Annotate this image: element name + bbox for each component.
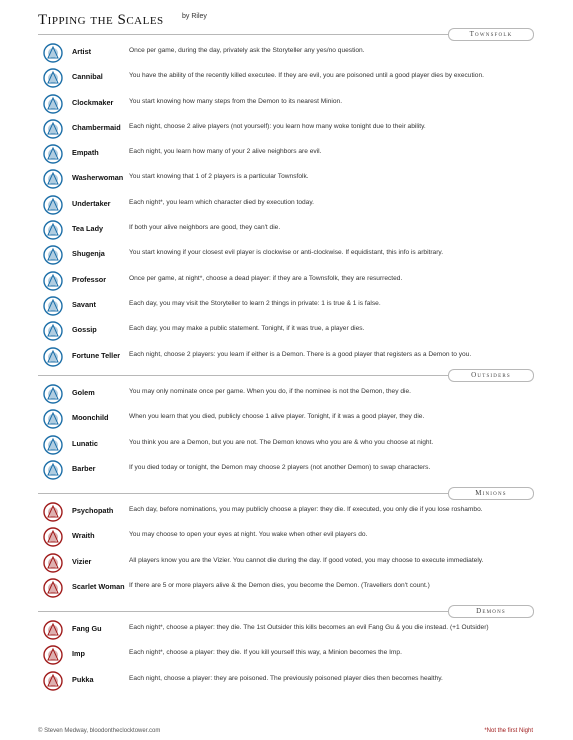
role-name: Washerwoman (72, 173, 124, 183)
role-name: Artist (72, 47, 92, 56)
gossip-icon (42, 320, 64, 342)
role-ability: If you died today or tonight, the Demon may choose 2 players (not another Demon) to swap characters. (129, 463, 431, 471)
role-ability: You may only nominate once per game. When you do, if the nominee is not the Demon, they die. (129, 388, 411, 395)
role-ability: You start knowing if your closest evil player is clockwise or anti-clockwise. If equidistant, this info is arbitrary. (129, 249, 444, 257)
role-row (38, 432, 534, 457)
role-name: Barber (72, 463, 96, 473)
role-name: Gossip (72, 325, 97, 335)
role-ability: If both your alive neighbors are good, they can't die. (129, 224, 281, 232)
role-row (38, 499, 534, 524)
section-label: Outsiders (448, 369, 534, 382)
clockmaker-icon (42, 93, 64, 115)
role-row (38, 406, 534, 431)
psychopath-icon (42, 501, 64, 523)
role-row (38, 65, 534, 90)
role-row (38, 550, 534, 575)
role-ability: Each night*, choose a player: they die. The 1st Outsider this kills becomes an evil Fang Gu & you die instead. (+1 Outsider) (129, 624, 489, 631)
barber-icon (42, 459, 64, 481)
vizier-icon (42, 552, 64, 574)
role-row (38, 40, 534, 65)
role-ability: When you learn that you died, publicly choose 1 alive player. Tonight, if it was a good player, they die. (129, 413, 425, 421)
role-ability: Each night, you learn how many of your 2 alive neighbors are evil. (129, 148, 322, 156)
section-header (38, 605, 534, 617)
role-ability: Each day, you may make a public statement. Tonight, if it was true, a player dies. (129, 325, 365, 333)
role-row (38, 91, 534, 116)
role-ability: You start knowing that 1 of 2 players is a particular Townsfolk. (129, 173, 309, 181)
footer-credit: © Steven Medway, bloodontheclocktower.com (38, 728, 161, 734)
role-row (38, 192, 534, 217)
role-name: Scarlet Woman (72, 581, 125, 591)
pukka-icon (42, 670, 64, 692)
role-name: Tea Lady (72, 224, 104, 234)
role-row (38, 293, 534, 318)
role-name: Savant (72, 299, 96, 309)
fortune-teller-icon (42, 346, 64, 368)
role-row (38, 617, 534, 642)
section-0 (38, 28, 534, 369)
golem-icon (42, 383, 64, 405)
role-ability: Each day, you may visit the Storyteller to learn 2 things in private: 1 is true & 1 is false. (129, 299, 381, 307)
professor-icon (42, 270, 64, 292)
wraith-icon (42, 526, 64, 548)
role-row (38, 642, 534, 667)
section-header (38, 369, 534, 381)
role-name: Vizier (72, 556, 92, 566)
role-ability: Each night*, choose a player: they die. If you kill yourself this way, a Minion becomes the Imp. (129, 649, 402, 657)
role-name: Cannibal (72, 72, 103, 82)
section-2 (38, 487, 534, 600)
role-row (38, 217, 534, 242)
role-name: Clockmaker (72, 97, 114, 107)
scarlet-woman-icon (42, 577, 64, 599)
role-row (38, 381, 534, 406)
header (38, 11, 164, 27)
role-row (38, 166, 534, 191)
section-1 (38, 369, 534, 482)
role-name: Empath (72, 148, 99, 158)
section-header (38, 487, 534, 499)
role-ability: Each night, choose a player: they are poisoned. The previously poisoned player dies then becomes healthy. (129, 674, 443, 682)
cannibal-icon (42, 67, 64, 89)
role-ability: Once per game, at night*, choose a dead player: if they are a Townsfolk, they are resurrected. (129, 274, 403, 282)
role-name: Chambermaid (72, 122, 121, 132)
section-label: Townsfolk (448, 28, 534, 41)
role-row (38, 318, 534, 343)
role-ability: You start knowing how many steps from the Demon to its nearest Minion. (129, 97, 343, 105)
role-ability: If there are 5 or more players alive & the Demon dies, you become the Demon. (Travellers don't count.) (129, 581, 430, 589)
role-row (38, 242, 534, 267)
tea-lady-icon (42, 219, 64, 241)
role-name: Psychopath (72, 506, 114, 515)
role-ability: Each night, choose 2 players: you learn if either is a Demon. There is a good player that registers as a Demon to you. (129, 350, 472, 358)
role-row (38, 668, 534, 693)
empath-icon (42, 143, 64, 165)
imp-icon (42, 644, 64, 666)
section-label: Minions (448, 487, 534, 500)
role-name: Professor (72, 274, 107, 284)
role-row (38, 524, 534, 549)
role-ability: Once per game, during the day, privately ask the Storyteller any yes/no question. (129, 47, 365, 54)
role-row (38, 344, 534, 369)
role-name: Golem (72, 388, 95, 397)
fang-gu-icon (42, 619, 64, 641)
role-row (38, 268, 534, 293)
savant-icon (42, 295, 64, 317)
role-ability: Each night, choose 2 alive players (not yourself): you learn how many woke tonight due to their ability. (129, 122, 426, 130)
role-name: Fang Gu (72, 624, 102, 633)
role-row (38, 141, 534, 166)
chambermaid-icon (42, 118, 64, 140)
section-header (38, 28, 534, 40)
role-name: Lunatic (72, 438, 98, 448)
section-3 (38, 605, 534, 693)
role-row (38, 457, 534, 482)
role-name: Undertaker (72, 198, 111, 208)
role-name: Shugenja (72, 249, 105, 259)
role-row (38, 116, 534, 141)
role-ability: You have the ability of the recently killed executee. If they are evil, you are poisoned until a good player dies by execution. (129, 72, 484, 80)
role-name: Moonchild (72, 413, 109, 423)
shugenja-icon (42, 244, 64, 266)
script-title: Tipping the Scales (38, 12, 164, 28)
washerwoman-icon (42, 168, 64, 190)
role-ability: You may choose to open your eyes at night. You wake when other evil players do. (129, 531, 368, 539)
role-name: Wraith (72, 531, 95, 541)
artist-icon (42, 42, 64, 64)
role-ability: All players know you are the Vizier. You cannot die during the day. If good voted, you may choose to execute immediately. (129, 556, 484, 564)
role-row (38, 575, 534, 600)
moonchild-icon (42, 408, 64, 430)
role-ability: Each day, before nominations, you may publicly choose a player: they die. If executed, you only die if you lose roshambo. (129, 506, 483, 513)
undertaker-icon (42, 194, 64, 216)
role-ability: Each night*, you learn which character died by execution today. (129, 198, 314, 206)
footer-note: *Not the first Night (484, 728, 533, 734)
role-ability: You think you are a Demon, but you are not. The Demon knows who you are & who you choose at night. (129, 438, 434, 446)
role-name: Fortune Teller (72, 350, 121, 360)
role-name: Imp (72, 649, 85, 659)
lunatic-icon (42, 434, 64, 456)
role-name: Pukka (72, 674, 94, 684)
script-author: by Riley (182, 13, 207, 20)
section-label: Demons (448, 605, 534, 618)
